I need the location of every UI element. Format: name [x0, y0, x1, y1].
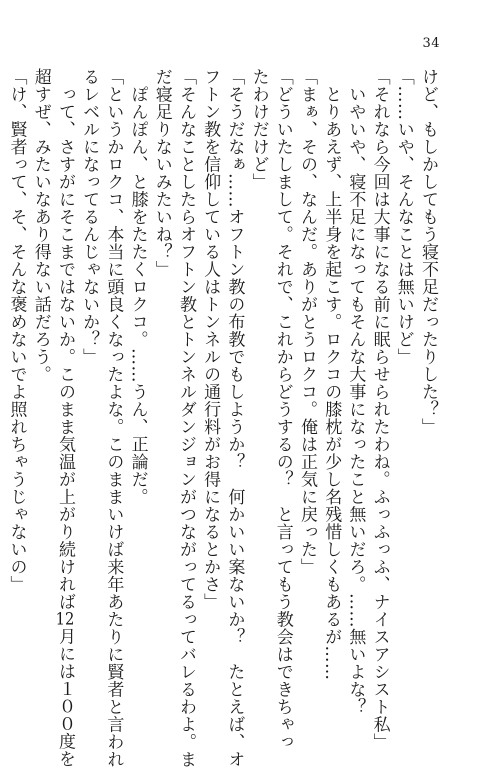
page-number: 34: [422, 36, 440, 51]
novel-text: [4, 68, 440, 768]
text-line-11: 「そんなことしたらオフトン教とトンネルダンジョンがつながってるってバレるわよ。ま: [175, 68, 196, 768]
text-line-18: 「け、賢者って、そ、そんな褒めないでよ照れちゃうじゃないの」: [6, 68, 27, 593]
text-line-5: とりあえず、上半身を起こす。ロクコの膝枕が少し名残惜しくもあるが……: [321, 68, 342, 681]
text-line-13: ぽんぽん、と膝をたたくロクコ。……うん、正論だ。: [127, 68, 148, 506]
text-line-9: 「そうだなぁ……オフトン教の布教でもしようか？ 何かいい案ないか？ たとえば、オ: [224, 68, 245, 768]
text-line-16: って、さすがにそこまではないか。このまま気温が上がり続ければ12月には１００度を: [54, 68, 75, 768]
text-line-10: フトン教を信仰している人はトンネルの通行料がお得になるとかさ」: [200, 68, 221, 611]
text-line-15: るレベルになってるんじゃないか？」: [79, 68, 100, 366]
text-line-7: 「どういたしまして。それで、これからどうするの？ と言ってもう教会はできちゃっ: [272, 68, 293, 751]
text-line-6: 「まぁ、その、なんだ。ありがとうロクコ。俺は正気に戻った」: [296, 68, 317, 576]
text-line-17: 超すぜ、みたいなあり得ない話だろう。: [30, 68, 51, 383]
text-line-8: たわけだけど」: [248, 68, 269, 191]
text-line-3: 「それなら今回は大事になる前に眠らせられたわね。ふっふっふ、ナイスアシスト私」: [369, 68, 390, 751]
text-line-2: 「……いや、そんなことは無いけど」: [393, 68, 414, 366]
text-line-14: 「というかロクコ、本当に頭良くなったよな。このままいけば来年あたりに賢者と言われ: [103, 68, 124, 768]
text-line-12: だ寝足りないみたいね？」: [151, 68, 172, 278]
text-line-4: いやいや、寝不足になってもそんな大事になったこと無いだろ。……無いよな？: [345, 68, 366, 716]
text-line-1: けど、もしかしてもう寝不足だったりした？」: [418, 68, 438, 436]
